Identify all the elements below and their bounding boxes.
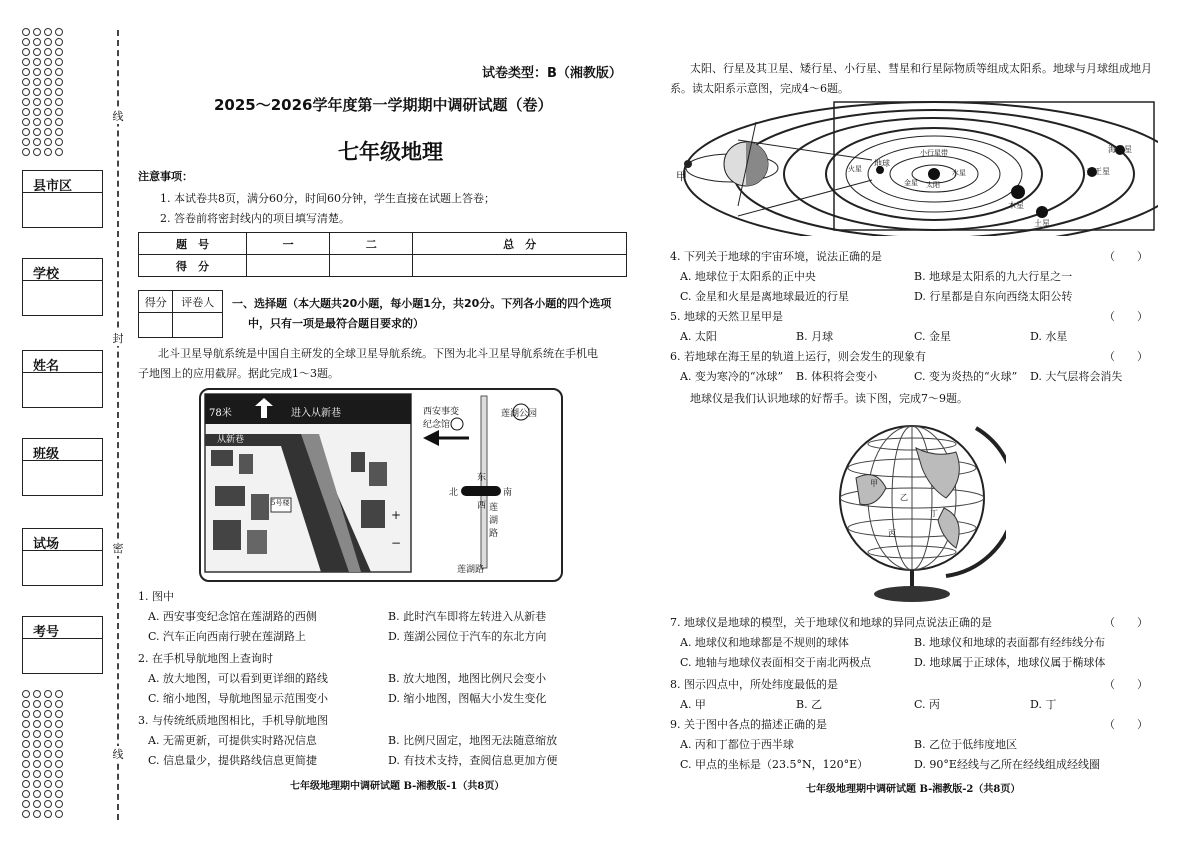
option-c[interactable]: C. 地轴与地球仪表面相交于南北两极点 — [680, 656, 872, 669]
option-c[interactable]: C. 甲点的坐标是（23.5°N，120°E） — [680, 758, 869, 771]
answer-blank[interactable]: （ ） — [1104, 718, 1148, 731]
score-header: 总 分 — [413, 233, 627, 255]
road-label: 莲湖路 — [489, 503, 499, 539]
perforation-dot — [44, 750, 52, 758]
globe-label-ding: 丁 — [930, 509, 938, 518]
perforation-dot — [55, 68, 63, 76]
perforation-dot — [22, 48, 30, 56]
sun-icon — [928, 168, 940, 180]
grader-label: 得分 — [139, 291, 173, 313]
option-b[interactable]: B. 放大地图，地图比例尺会变小 — [388, 672, 547, 685]
perforation-dot — [33, 700, 41, 708]
perforation-dot — [22, 810, 30, 818]
perforation-dot — [44, 790, 52, 798]
perforation-dot — [22, 720, 30, 728]
score-header: 题 号 — [139, 233, 247, 255]
perforation-dot — [44, 710, 52, 718]
perforation-dot — [33, 98, 41, 106]
perforation-dot — [55, 128, 63, 136]
score-table — [138, 232, 627, 277]
option-d[interactable]: D. 地球属于正球体，地球仪属于椭球体 — [914, 656, 1106, 669]
perforation-dot — [55, 770, 63, 778]
perforation-dot — [22, 770, 30, 778]
seal-line — [117, 30, 119, 820]
perforation-top — [22, 28, 66, 156]
compass-east: 东 — [477, 473, 487, 483]
perforation-dot — [33, 740, 41, 748]
page-title: 2025～2026学年度第一学期期中调研试题（卷） — [214, 96, 553, 114]
globe-label-jia: 甲 — [870, 479, 878, 488]
question-stem: 9. 关于图中各点的描述正确的是 — [670, 718, 827, 731]
globe-label-bing: 丙 — [888, 529, 896, 538]
seal-mark: 密 — [112, 542, 124, 555]
question-stem: 3. 与传统纸质地图相比，手机导航地图 — [138, 714, 328, 727]
field-county[interactable] — [22, 170, 103, 228]
perforation-dot — [55, 48, 63, 56]
perforation-dot — [22, 780, 30, 788]
park-label: 莲湖公园 — [501, 409, 538, 419]
compass-west: 西 — [477, 501, 487, 511]
question-stem: 2. 在手机导航地图上查询时 — [138, 652, 273, 665]
passage: 北斗卫星导航系统是中国自主研发的全球卫星导航系统。下图为北斗卫星导航系统在手机电 — [158, 347, 598, 360]
question-stem: 7. 地球仪是地球的模型，关于地球仪和地球的异同点说法正确的是 — [670, 616, 992, 629]
perforation-dot — [55, 780, 63, 788]
passage: 系。读太阳系示意图，完成4～6题。 — [670, 82, 849, 95]
perforation-dot — [33, 108, 41, 116]
label-venus: 金星 — [904, 179, 918, 187]
perforation-dot — [22, 740, 30, 748]
compass-south: 南 — [503, 488, 513, 498]
field-school[interactable] — [22, 258, 103, 316]
seal-mark: 线 — [112, 110, 124, 123]
option-a[interactable]: A. 放大地图，可以看到更详细的路线 — [148, 672, 328, 685]
option-d[interactable]: D. 缩小地图，图幅大小发生变化 — [388, 692, 547, 705]
jupiter-icon — [1011, 185, 1025, 199]
option-b[interactable]: B. 此时汽车即将左转进入从新巷 — [388, 610, 547, 623]
road-label-bottom: 莲湖路 — [457, 565, 485, 575]
field-label: 试场 — [23, 529, 102, 551]
option-c[interactable]: C. 缩小地图，导航地图显示范围变小 — [148, 692, 329, 705]
option-b[interactable]: B. 比例尺固定，地图无法随意缩放 — [388, 734, 558, 747]
perforation-dot — [22, 760, 30, 768]
field-label: 班级 — [23, 439, 102, 461]
field-label: 学校 — [23, 259, 102, 281]
option-d[interactable]: D. 90°E经线与乙所在经线组成经线圈 — [914, 758, 1100, 771]
perforation-dot — [44, 58, 52, 66]
label-mars: 火星 — [848, 165, 862, 173]
question-stem: 1. 图中 — [138, 590, 174, 603]
notice-item: 1. 本试卷共8页，满分60分，时间60分钟，学生直接在试题上答卷； — [160, 192, 495, 205]
perforation-dot — [33, 68, 41, 76]
perforation-dot — [33, 810, 41, 818]
subject-title: 七年级地理 — [338, 140, 443, 164]
option-b[interactable]: B. 体积将会变小 — [796, 370, 878, 383]
perforation-dot — [22, 690, 30, 698]
perforation-dot — [22, 108, 30, 116]
paper-type: 试卷类型：B（湘教版） — [482, 66, 622, 81]
option-c[interactable]: C. 汽车正向西南行驶在莲湖路上 — [148, 630, 307, 643]
label-uranus: 天王星 — [1086, 167, 1110, 176]
page-footer: 七年级地理期中调研试题 B-湘教版-1（共8页） — [290, 781, 505, 792]
perforation-dot — [44, 740, 52, 748]
perforation-dot — [44, 730, 52, 738]
perforation-dot — [22, 98, 30, 106]
field-class[interactable] — [22, 438, 103, 496]
perforation-dot — [33, 48, 41, 56]
perforation-dot — [44, 780, 52, 788]
street-label: 从新巷 — [217, 435, 245, 445]
building-label: 5号楼 — [271, 499, 290, 507]
answer-blank[interactable]: （ ） — [1104, 350, 1148, 363]
field-label: 姓名 — [23, 351, 102, 373]
perforation-dot — [22, 78, 30, 86]
perforation-dot — [55, 730, 63, 738]
perforation-dot — [55, 750, 63, 758]
question-stem: 5. 地球的天然卫星甲是 — [670, 310, 783, 323]
perforation-dot — [33, 780, 41, 788]
option-c[interactable]: C. 金星 — [914, 330, 952, 343]
nav-distance: 78米 — [209, 408, 232, 419]
perforation-dot — [33, 58, 41, 66]
perforation-dot — [22, 128, 30, 136]
notice-item: 2. 答卷前将密封线内的项目填写清楚。 — [160, 212, 350, 225]
perforation-dot — [33, 730, 41, 738]
memorial-label: 西安事变纪念馆 — [423, 407, 460, 430]
perforation-dot — [44, 690, 52, 698]
perforation-dot — [44, 128, 52, 136]
perforation-dot — [22, 138, 30, 146]
perforation-dot — [22, 800, 30, 808]
option-a[interactable]: A. 地球位于太阳系的正中央 — [680, 270, 816, 283]
perforation-dot — [44, 148, 52, 156]
perforation-dot — [33, 118, 41, 126]
perforation-dot — [55, 710, 63, 718]
perforation-dot — [33, 38, 41, 46]
perforation-dot — [44, 108, 52, 116]
field-name[interactable] — [22, 350, 103, 408]
notice-title: 注意事项： — [138, 170, 193, 183]
option-d[interactable]: D. 丁 — [1030, 698, 1057, 711]
perforation-dot — [22, 28, 30, 36]
seal-mark: 封 — [112, 332, 124, 345]
perforation-dot — [55, 38, 63, 46]
option-c[interactable]: C. 信息量少，提供路线信息更简捷 — [148, 754, 318, 767]
globe-graphic — [826, 408, 1006, 604]
perforation-dot — [33, 760, 41, 768]
perforation-dot — [22, 730, 30, 738]
perforation-dot — [33, 78, 41, 86]
perforation-dot — [44, 48, 52, 56]
section-heading-cont: 中，只有一项是最符合题目要求的） — [248, 317, 424, 330]
globe-label-yi: 乙 — [900, 493, 908, 502]
perforation-dot — [22, 38, 30, 46]
perforation-bottom — [22, 690, 66, 818]
grader-cell[interactable] — [139, 313, 173, 338]
passage: 子地图上的应用截屏。据此完成1～3题。 — [138, 367, 339, 380]
moon-icon — [684, 160, 692, 168]
perforation-dot — [33, 148, 41, 156]
perforation-dot — [55, 118, 63, 126]
saturn-icon — [1036, 206, 1048, 218]
perforation-dot — [55, 28, 63, 36]
question-stem: 4. 下列关于地球的宇宙环境，说法正确的是 — [670, 250, 882, 263]
option-a[interactable]: A. 西安事变纪念馆在莲湖路的西侧 — [148, 610, 317, 623]
option-d[interactable]: D. 有技术支持，查阅信息更加方便 — [388, 754, 558, 767]
perforation-dot — [55, 98, 63, 106]
perforation-dot — [55, 790, 63, 798]
solar-system-figure — [672, 100, 1158, 236]
seal-mark: 线 — [112, 748, 124, 761]
field-label: 县市区 — [23, 171, 102, 193]
option-c[interactable]: C. 丙 — [914, 698, 941, 711]
option-d[interactable]: D. 行星都是自东向西绕太阳公转 — [914, 290, 1073, 303]
perforation-dot — [55, 58, 63, 66]
perforation-dot — [44, 800, 52, 808]
question-stem: 6. 若地球在海王星的轨道上运行，则会发生的现象有 — [670, 350, 926, 363]
perforation-dot — [44, 770, 52, 778]
label-jia: 甲 — [676, 170, 687, 183]
answer-blank[interactable]: （ ） — [1104, 250, 1148, 263]
perforation-dot — [55, 690, 63, 698]
field-exam-number[interactable] — [22, 616, 103, 674]
question-stem: 8. 图示四点中，所处纬度最低的是 — [670, 678, 838, 691]
score-cell[interactable] — [413, 255, 627, 277]
perforation-dot — [33, 88, 41, 96]
label-neptune: 海王星 — [1108, 145, 1132, 154]
perforation-dot — [22, 750, 30, 758]
perforation-dot — [33, 710, 41, 718]
perforation-dot — [44, 88, 52, 96]
option-c[interactable]: C. 金星和火星是离地球最近的行星 — [680, 290, 850, 303]
zoom-in-button[interactable]: + — [391, 508, 402, 522]
perforation-dot — [55, 138, 63, 146]
score-cell[interactable] — [330, 255, 413, 277]
perforation-dot — [33, 770, 41, 778]
perforation-dot — [22, 710, 30, 718]
binding-strip — [0, 0, 135, 849]
option-b[interactable]: B. 乙 — [796, 698, 823, 711]
section-heading: 一、选择题（本大题共20小题，每小题1分，共20分。下列各小题的四个选项 — [232, 297, 612, 310]
passage: 太阳、行星及其卫星、矮行星、小行星、彗星和行星际物质等组成太阳系。地球与月球组成地月 — [690, 62, 1152, 75]
perforation-dot — [33, 128, 41, 136]
option-d[interactable]: D. 水星 — [1030, 330, 1068, 343]
answer-blank[interactable]: （ ） — [1104, 616, 1148, 629]
perforation-dot — [33, 28, 41, 36]
perforation-dot — [44, 810, 52, 818]
label-earth: 地球 — [874, 159, 890, 168]
perforation-dot — [33, 138, 41, 146]
field-label: 考号 — [23, 617, 102, 639]
perforation-dot — [44, 760, 52, 768]
perforation-dot — [44, 720, 52, 728]
label-mercury: 水星 — [952, 169, 966, 177]
perforation-dot — [22, 118, 30, 126]
perforation-dot — [44, 68, 52, 76]
globe-figure — [826, 408, 1006, 604]
perforation-dot — [55, 700, 63, 708]
perforation-dot — [55, 78, 63, 86]
option-a[interactable]: A. 地球仪和地球都是不规则的球体 — [680, 636, 849, 649]
option-d[interactable]: D. 莲湖公园位于汽车的东北方向 — [388, 630, 547, 643]
perforation-dot — [55, 800, 63, 808]
perforation-dot — [55, 740, 63, 748]
label-asteroid-belt: 小行星带 — [920, 149, 948, 157]
label-sun: 太阳 — [926, 181, 940, 189]
perforation-dot — [22, 58, 30, 66]
perforation-dot — [22, 790, 30, 798]
perforation-dot — [55, 760, 63, 768]
option-a[interactable]: A. 丙和丁都位于西半球 — [680, 738, 794, 751]
option-a[interactable]: A. 太阳 — [680, 330, 717, 343]
grader-box — [138, 290, 223, 338]
perforation-dot — [44, 98, 52, 106]
score-header: 一 — [247, 233, 330, 255]
option-a[interactable]: A. 甲 — [680, 698, 706, 711]
option-d[interactable]: D. 大气层将会消失 — [1030, 370, 1123, 383]
page-footer: 七年级地理期中调研试题 B-湘教版-2（共8页） — [806, 784, 1021, 795]
perforation-dot — [33, 690, 41, 698]
score-cell[interactable] — [247, 255, 330, 277]
perforation-dot — [44, 38, 52, 46]
perforation-dot — [55, 720, 63, 728]
option-a[interactable]: A. 变为寒冷的“冰球” — [680, 370, 784, 383]
nav-map-figure — [199, 388, 563, 582]
compass-north: 北 — [449, 488, 459, 498]
perforation-dot — [22, 88, 30, 96]
score-header: 二 — [330, 233, 413, 255]
label-jupiter: 木星 — [1008, 201, 1024, 210]
perforation-dot — [44, 28, 52, 36]
perforation-dot — [55, 810, 63, 818]
passage: 地球仪是我们认识地球的好帮手。读下图，完成7～9题。 — [690, 392, 968, 405]
perforation-dot — [22, 68, 30, 76]
perforation-dot — [44, 118, 52, 126]
label-saturn: 土星 — [1034, 219, 1050, 228]
field-exam-room[interactable] — [22, 528, 103, 586]
perforation-dot — [22, 700, 30, 708]
score-row-label: 得 分 — [139, 255, 247, 277]
perforation-dot — [44, 78, 52, 86]
perforation-dot — [33, 790, 41, 798]
perforation-dot — [33, 750, 41, 758]
grader-label: 评卷人 — [173, 291, 223, 313]
answer-blank[interactable]: （ ） — [1104, 310, 1148, 323]
grader-cell[interactable] — [173, 313, 223, 338]
perforation-dot — [44, 700, 52, 708]
perforation-dot — [22, 148, 30, 156]
perforation-dot — [55, 148, 63, 156]
option-b[interactable]: B. 地球仪和地球的表面都有经纬线分布 — [914, 636, 1106, 649]
option-b[interactable]: B. 地球是太阳系的九大行星之一 — [914, 270, 1073, 283]
perforation-dot — [55, 88, 63, 96]
perforation-dot — [33, 800, 41, 808]
zoom-out-button[interactable]: − — [391, 536, 402, 550]
perforation-dot — [44, 138, 52, 146]
answer-blank[interactable]: （ ） — [1104, 678, 1148, 691]
perforation-dot — [33, 720, 41, 728]
option-b[interactable]: B. 月球 — [796, 330, 834, 343]
perforation-dot — [55, 108, 63, 116]
option-c[interactable]: C. 变为炎热的“火球” — [914, 370, 1018, 383]
nav-instruction: 进入从新巷 — [291, 408, 341, 419]
option-a[interactable]: A. 无需更新，可提供实时路况信息 — [148, 734, 317, 747]
option-b[interactable]: B. 乙位于低纬度地区 — [914, 738, 1018, 751]
